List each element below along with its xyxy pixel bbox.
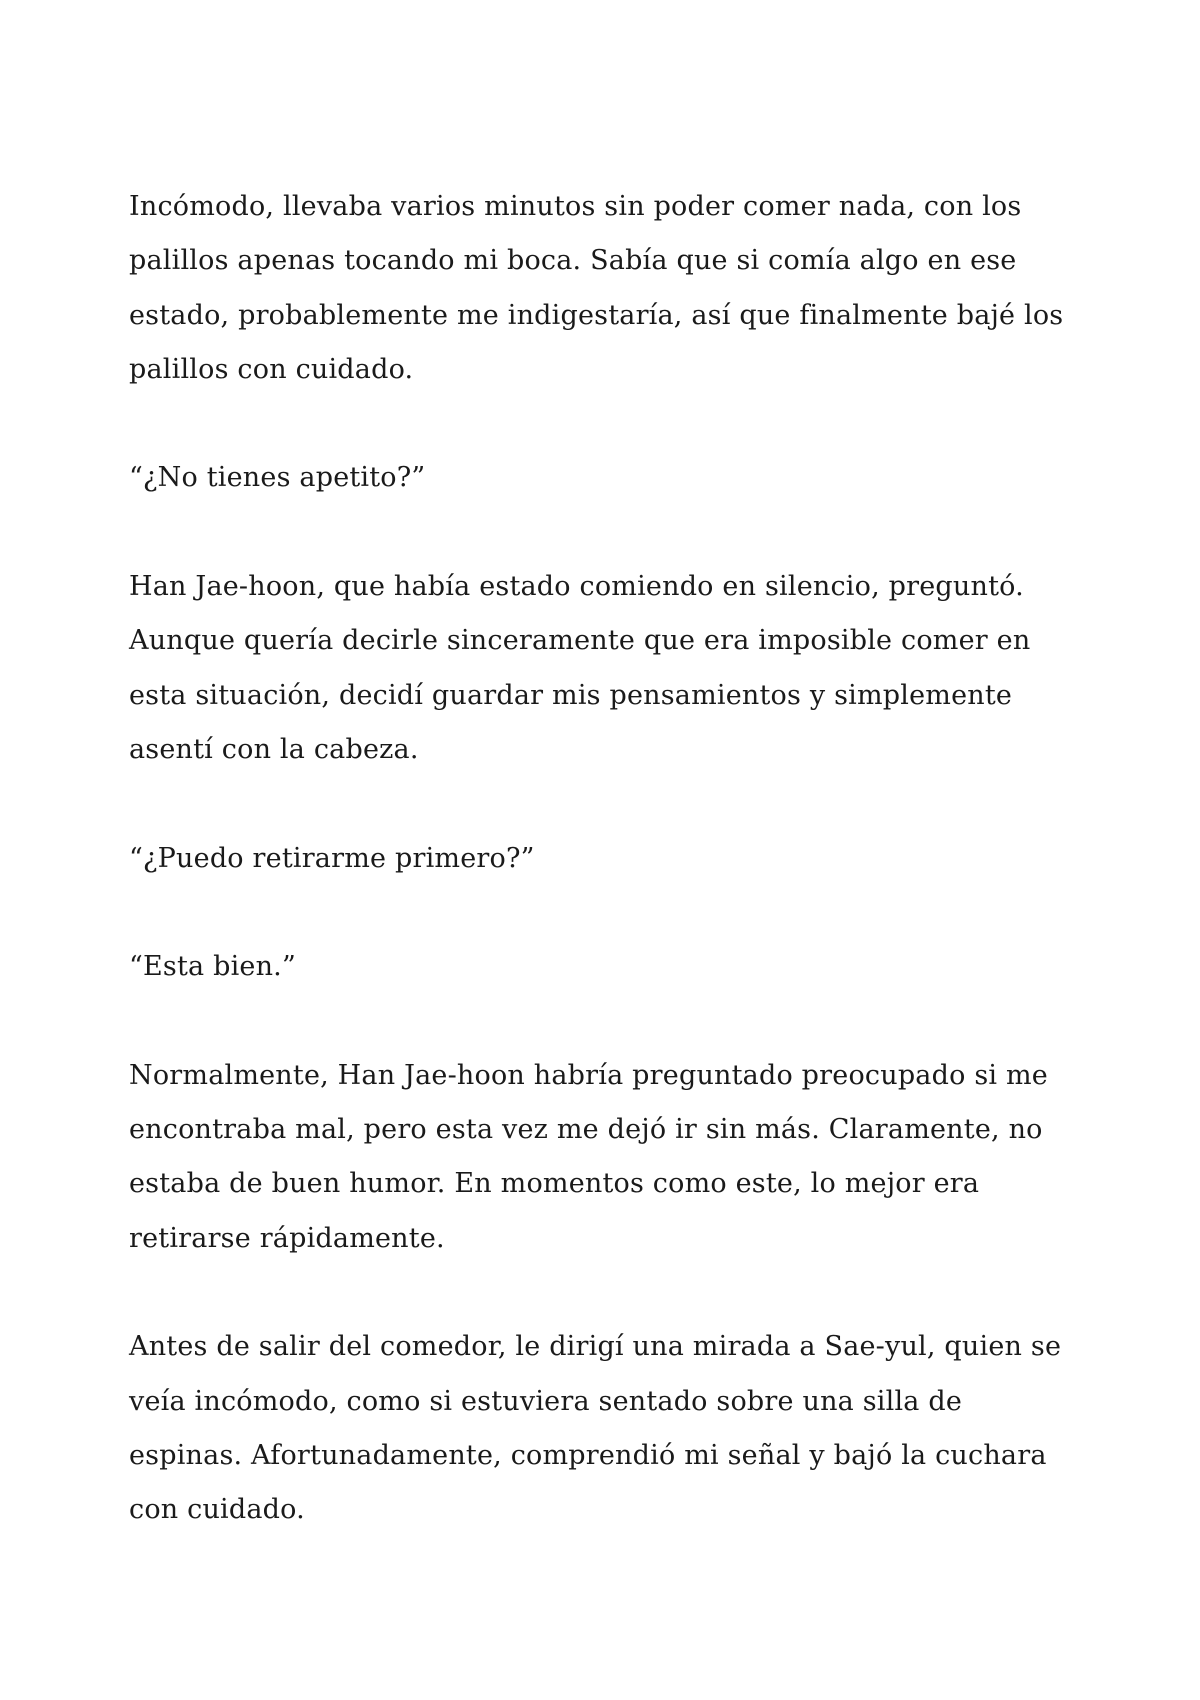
body-text <box>129 180 1089 1592</box>
dialogue-line <box>129 451 1089 505</box>
text-line: Antes de salir del comedor, le dirigí una mirada a Sae-yul, quien se <box>129 1331 1062 1363</box>
text-line: encontraba mal, pero esta vez me dejó ir sin más. Claramente, no <box>129 1114 1043 1146</box>
text-line: palillos apenas tocando mi boca. Sabía que si comía algo en ese <box>129 245 1017 277</box>
text-line: palillos con cuidado. <box>129 353 414 385</box>
paragraph <box>129 1320 1089 1537</box>
text-line: “¿No tienes apetito?” <box>129 462 426 494</box>
text-line: con cuidado. <box>129 1494 305 1526</box>
text-line: Han Jae-hoon, que había estado comiendo en silencio, preguntó. <box>129 571 1024 603</box>
text-line: asentí con la cabeza. <box>129 733 419 765</box>
dialogue-line <box>129 832 1089 886</box>
text-line: Aunque quería decirle sinceramente que era imposible comer en <box>129 625 1031 657</box>
text-line: estaba de buen humor. En momentos como este, lo mejor era <box>129 1168 980 1200</box>
paragraph <box>129 1049 1089 1266</box>
text-line: Normalmente, Han Jae-hoon habría preguntado preocupado si me <box>129 1059 1048 1091</box>
text-line: veía incómodo, como si estuviera sentado sobre una silla de <box>129 1385 963 1417</box>
text-line: “Esta bien.” <box>129 951 296 983</box>
text-line: “¿Puedo retirarme primero?” <box>129 842 535 874</box>
text-line: retirarse rápidamente. <box>129 1222 445 1254</box>
text-line: espinas. Afortunadamente, comprendió mi señal y bajó la cuchara <box>129 1439 1047 1471</box>
text-line: esta situación, decidí guardar mis pensamientos y simplemente <box>129 679 1013 711</box>
paragraph <box>129 180 1089 397</box>
text-line: Incómodo, llevaba varios minutos sin poder comer nada, con los <box>129 191 1022 222</box>
text-line: estado, probablemente me indigestaría, así que finalmente bajé los <box>129 299 1064 331</box>
dialogue-line <box>129 940 1089 994</box>
paragraph <box>129 560 1089 777</box>
